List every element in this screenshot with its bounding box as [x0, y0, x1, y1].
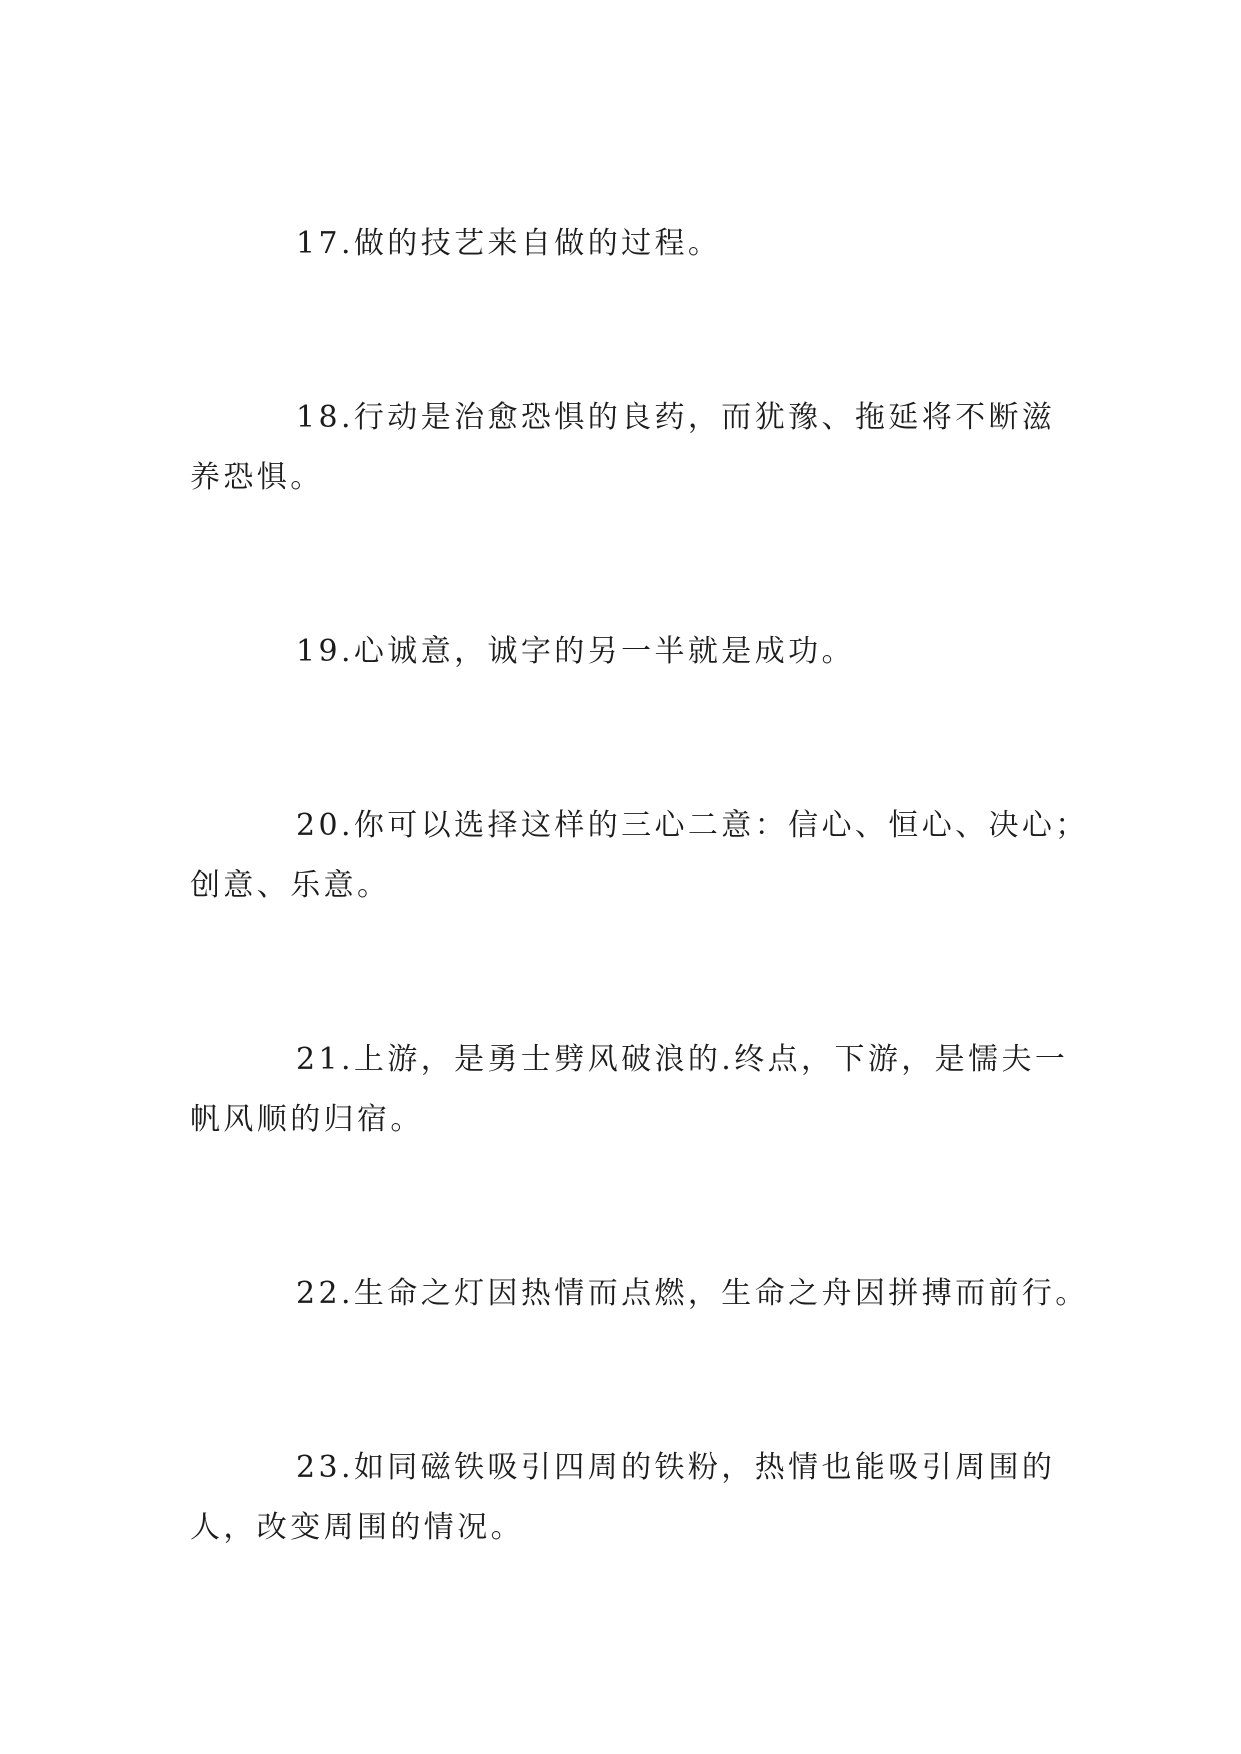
paragraph-20 [190, 796, 1091, 916]
paragraph-line: 22.生命之灯因热情而点燃，生命之舟因拼搏而前行。 [296, 1276, 1089, 1311]
paragraph-22 [190, 1264, 1091, 1324]
paragraph-23 [190, 1438, 1091, 1558]
paragraph-line: 人，改变周围的情况。 [190, 1510, 524, 1545]
paragraph-line: 18.行动是治愈恐惧的良药，而犹豫、拖延将不断滋 [296, 400, 1056, 435]
paragraph-line: 21.上游，是勇士劈风破浪的.终点，下游，是懦夫一 [296, 1042, 1069, 1077]
paragraph-line: 19.心诚意，诚字的另一半就是成功。 [296, 634, 855, 669]
paragraph-line: 23.如同磁铁吸引四周的铁粉，热情也能吸引周围的 [296, 1450, 1056, 1485]
paragraph-19 [190, 622, 1091, 682]
paragraph-line: 养恐惧。 [190, 460, 324, 495]
paragraph-line: 17.做的技艺来自做的过程。 [296, 226, 722, 261]
paragraph-21 [190, 1030, 1091, 1150]
paragraph-line: 20.你可以选择这样的三心二意：信心、恒心、决心； [296, 808, 1089, 843]
paragraph-line: 帆风顺的归宿。 [190, 1102, 424, 1137]
paragraph-18 [190, 388, 1091, 508]
paragraph-line: 创意、乐意。 [190, 868, 391, 903]
paragraph-17 [190, 214, 1091, 274]
